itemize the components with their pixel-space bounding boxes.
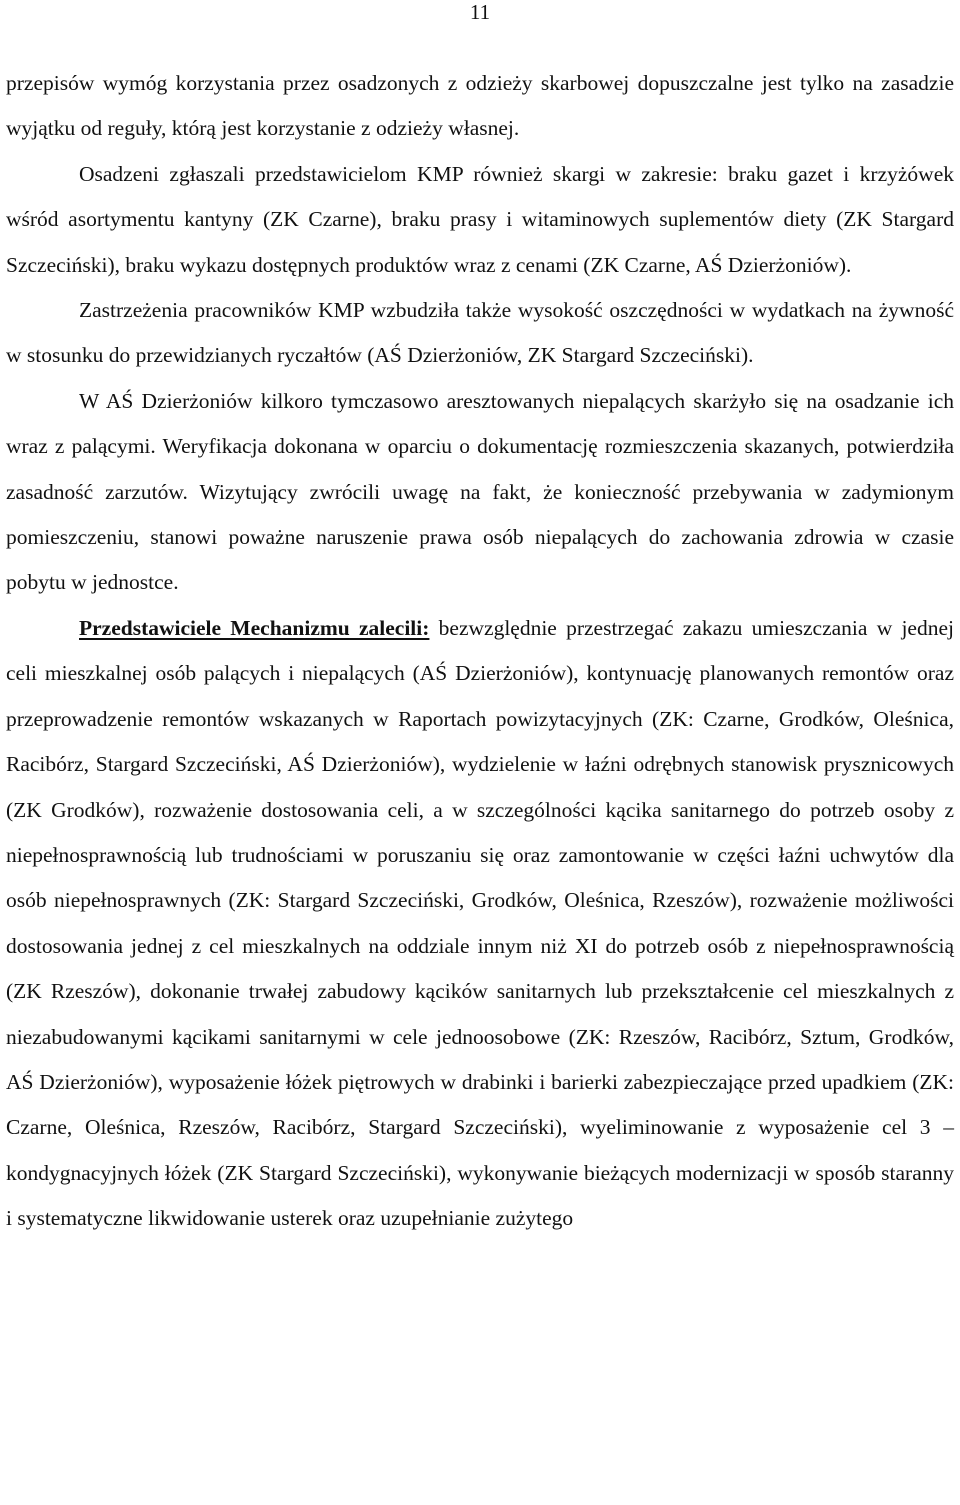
- page-number: 11: [469, 0, 491, 24]
- recommendations-lead: Przedstawiciele Mechanizmu zalecili:: [79, 615, 430, 640]
- document-body: [6, 61, 954, 1242]
- paragraph-complaints: Osadzeni zgłaszali przedstawicielom KMP również skargi w zakresie: braku gazet i krzyżówek wśród asortymentu kantyny (ZK Czarne), braku prasy i witaminowych suplementów diety (ZK Stargard Szczeciński), braku wykazu dostępnych produktów wraz z cenami (ZK Czarne, AŚ Dzierżoniów).: [6, 161, 954, 277]
- paragraph-recommendations: [6, 606, 954, 1242]
- paragraph-clothing: przepisów wymóg korzystania przez osadzonych z odzieży skarbowej dopuszczalne jest tylko na zasadzie wyjątku od reguły, którą jest korzystanie z odzieży własnej.: [6, 71, 954, 141]
- paragraph-smoking: W AŚ Dzierżoniów kilkoro tymczasowo aresztowanych niepalących skarżyło się na osadzanie ich wraz z palącymi. Weryfikacja dokonana w oparciu o dokumentację rozmieszczenia skazanych, potwierdziła zasadność zarzutów. Wizytujący zwrócili uwagę na fakt, że konieczność przebywania w zadymionym pomieszczeniu, stanowi poważne naruszenie prawa osób niepalących do zachowania zdrowia w czasie pobytu w jednostce.: [6, 388, 954, 595]
- recommendations-body: bezwzględnie przestrzegać zakazu umieszczania w jednej celi mieszkalnej osób palących i niepalących (AŚ Dzierżoniów), kontynuację planowanych remontów oraz przeprowadzenie remontów wskazanych w Raportach powizytacyjnych (ZK: Czarne, Grodków, Oleśnica, Racibórz, Stargard Szczeciński, AŚ Dzierżoniów), wydzielenie w łaźni odrębnych stanowisk prysznicowych (ZK Grodków), rozważenie dostosowania celi, a w szczególności kącika sanitarnego do potrzeb osoby z niepełnosprawnością lub trudnościami w poruszaniu się oraz zamontowanie w części łaźni uchwytów dla osób niepełnosprawnych (ZK: Stargard Szczeciński, Grodków, Oleśnica, Rzeszów), rozważenie możliwości dostosowania jednej z cel mieszkalnych na oddziale innym niż XI do potrzeb osób z niepełnosprawnością (ZK Rzeszów), dokonanie trwałej zabudowy kącików sanitarnych lub przekształcenie cel mieszkalnych z niezabudowanymi kącikami sanitarnymi w cele jednoosobowe (ZK: Rzeszów, Racibórz, Sztum, Grodków, AŚ Dzierżoniów), wyposażenie łóżek piętrowych w drabinki i barierki zabezpieczające przed upadkiem (ZK: Czarne, Oleśnica, Rzeszów, Racibórz, Stargard Szczeciński), wyeliminowanie z wyposażenie cel 3 – kondygnacyjnych łóżek (ZK Stargard Szczeciński), wykonywanie bieżących modernizacji w sposób staranny i systematyczne likwidowanie usterek oraz uzupełnianie zużytego: [6, 615, 954, 1231]
- paragraph-food-savings: Zastrzeżenia pracowników KMP wzbudziła także wysokość oszczędności w wydatkach na żywność w stosunku do przewidzianych ryczałtów (AŚ Dzierżoniów, ZK Stargard Szczeciński).: [6, 298, 954, 368]
